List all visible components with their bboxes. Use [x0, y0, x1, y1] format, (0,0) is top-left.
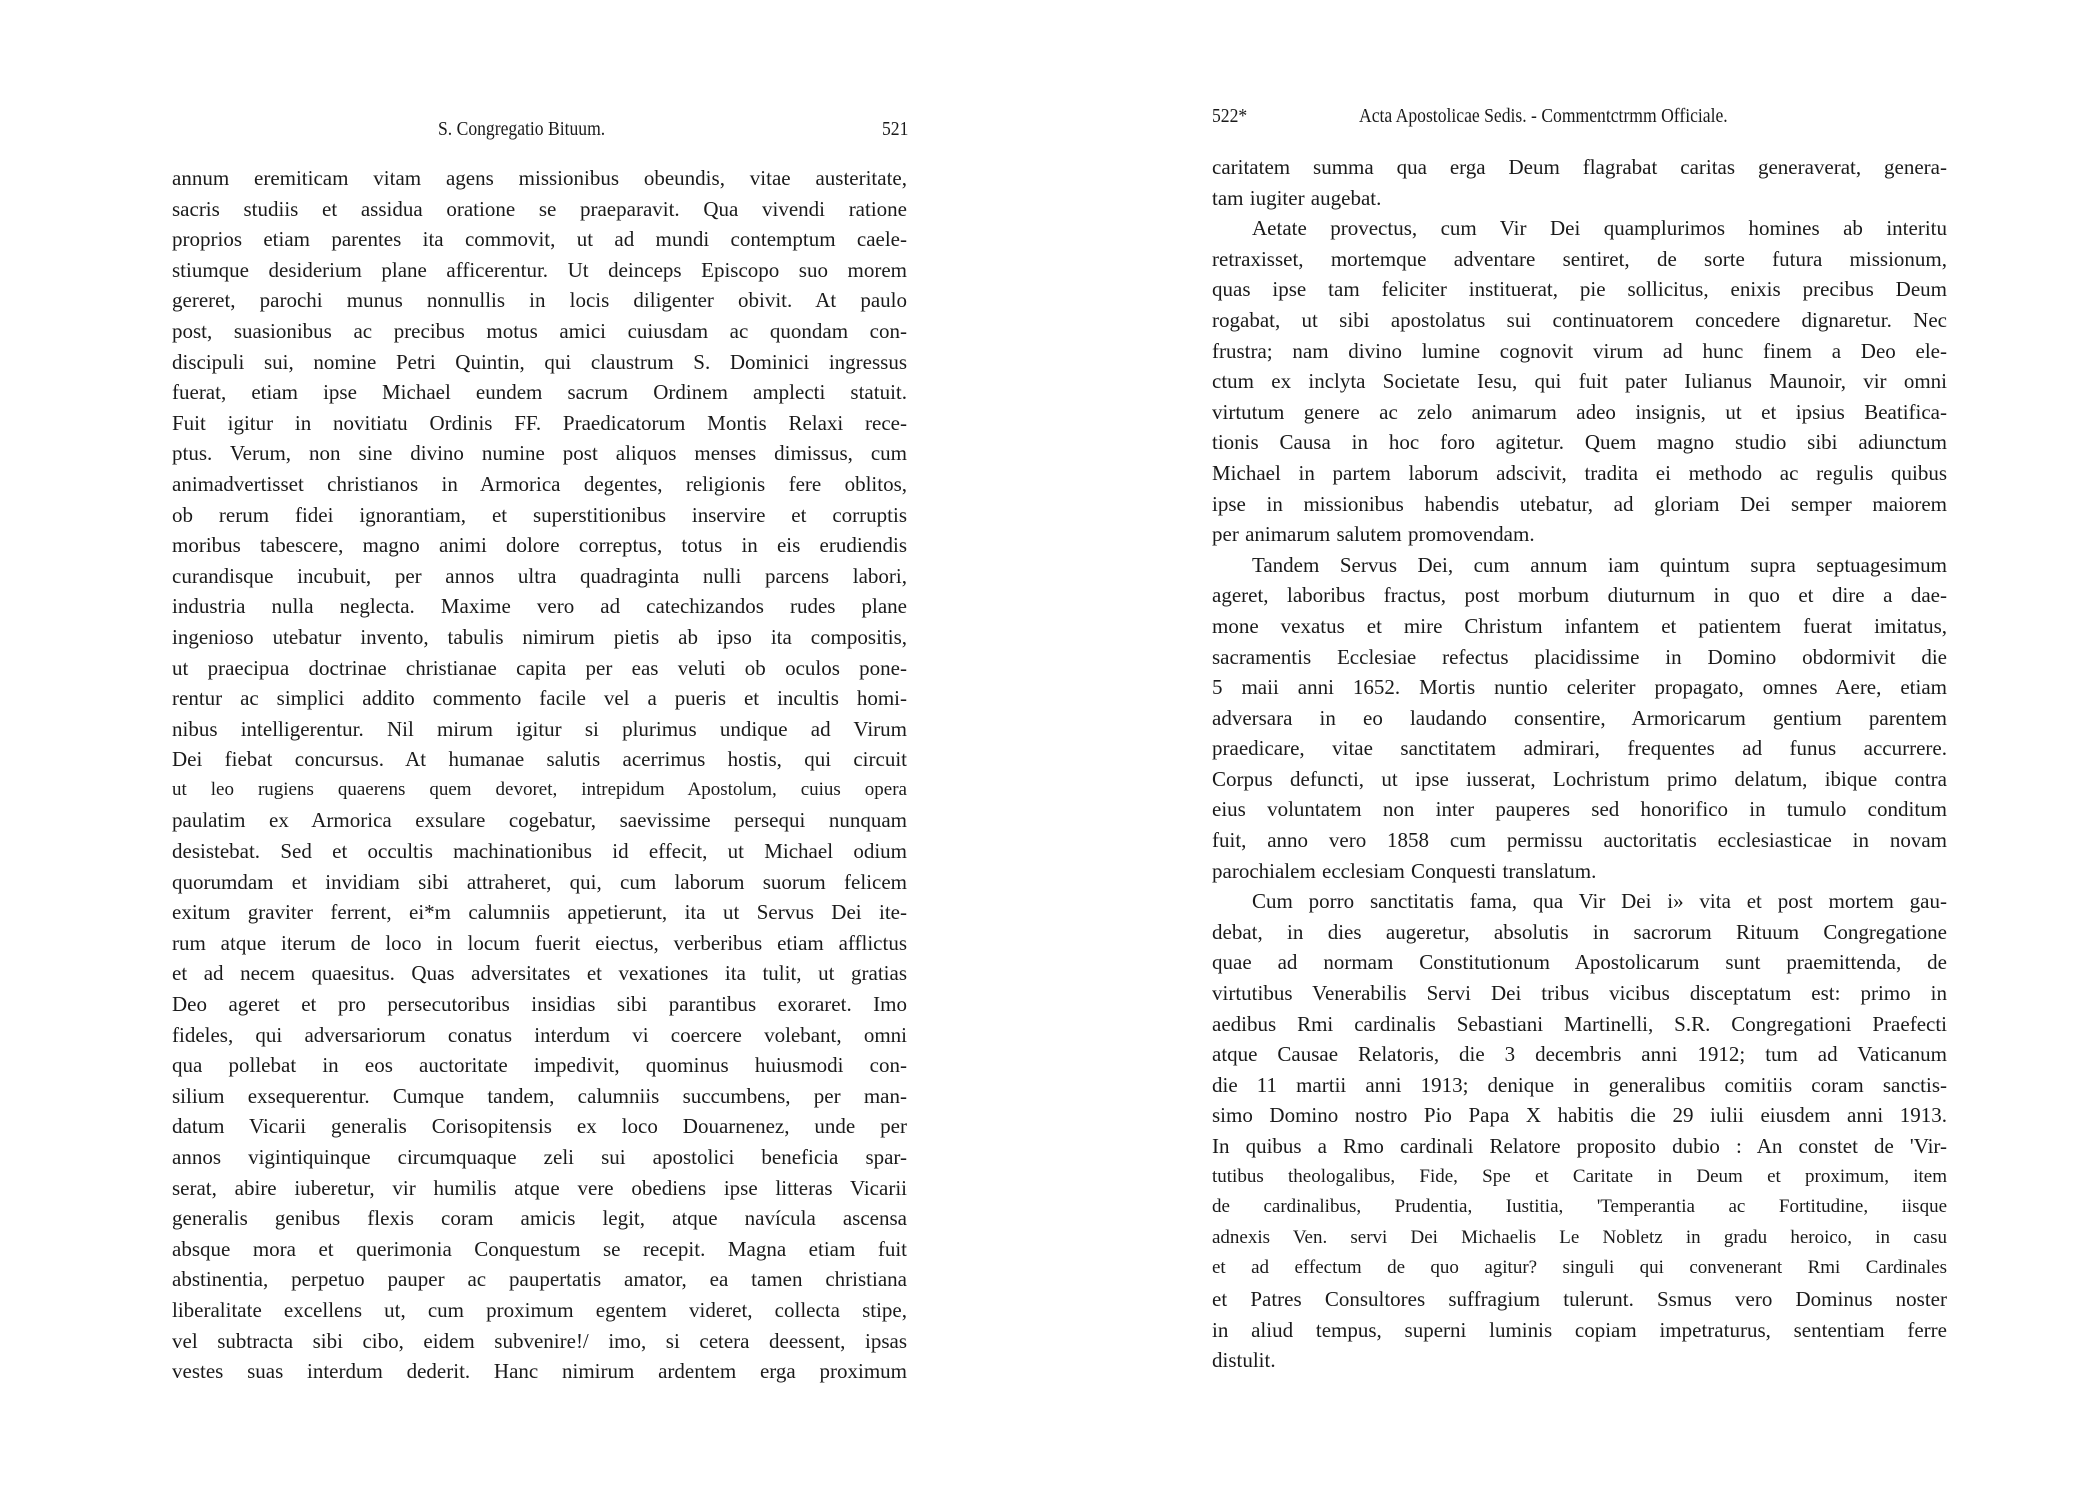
text-line: praedicare, vitae sanctitatem admirari, frequentes ad funus accurrere. [1212, 736, 1947, 761]
text-line: ut praecipua doctrinae christianae capita per eas veluti ob oculos pone- [172, 655, 907, 680]
page-number: 521 [882, 118, 909, 140]
text-line: moribus tabescere, magno animi dolore correptus, totus in eis erudiendis [172, 533, 907, 558]
text-line: sacris studiis et assidua oratione se praeparavit. Qua vivendi ratione [172, 196, 907, 221]
text-line: animadvertisset christianos in Armorica degentes, religionis fere oblitos, [172, 471, 907, 496]
running-head: Acta Apostolicae Sedis. - Commentctrmm Officiale. [1359, 105, 1728, 127]
text-line: simo Domino nostro Pio Papa X habitis die 29 iulii eiusdem anni 1913. [1212, 1103, 1947, 1128]
text-line: virtutum genere ac zelo animarum adeo insignis, ut et ipsius Beatifica- [1212, 399, 1947, 424]
text-line: eius voluntatem non inter pauperes sed honorifico in tumulo conditum [1212, 797, 1947, 822]
text-line: desistebat. Sed et occultis machinationibus id effecit, ut Michael odium [172, 839, 907, 864]
text-line: fideles, qui adversariorum conatus interdum vi coercere volebant, omni [172, 1022, 907, 1047]
text-line: datum Vicarii generalis Corisopitensis ex loco Douarnenez, unde per [172, 1114, 907, 1139]
text-line: ageret, laboribus fractus, post morbum diuturnum in quo et dire a dae- [1212, 583, 1947, 608]
text-line: in aliud tempus, superni luminis copiam impetraturus, sententiam ferre [1212, 1317, 1947, 1342]
text-line: quae ad normam Constitutionum Apostolicarum sunt praemittenda, de [1212, 950, 1947, 975]
text-line: fuerat, etiam ipse Michael eundem sacrum Ordinem amplecti statuit. [172, 380, 907, 405]
text-line: ut leo rugiens quaerens quem devoret, intrepidum Apostolum, cuius opera [172, 778, 907, 800]
text-line: atque Causae Relatoris, die 3 decembris anni 1912; tum ad Vaticanum [1212, 1042, 1947, 1067]
text-line: 5 maii anni 1652. Mortis nuntio celeriter propagato, omnes Aere, etiam [1212, 675, 1947, 700]
text-line: silium exsequerentur. Cumque tandem, calumniis succumbens, per man- [172, 1083, 907, 1108]
text-line: adnexis Ven. servi Dei Michaelis Le Nobletz in gradu heroico, in casu [1212, 1226, 1947, 1248]
page-number: 522* [1212, 105, 1248, 127]
text-line: et ad necem quaesitus. Quas adversitates et vexationes ita tulit, ut gratias [172, 961, 907, 986]
running-head: S. Congregatio Bituum. [438, 118, 606, 140]
text-line: ipse in missionibus habendis utebatur, ad gloriam Dei semper maiorem [1212, 491, 1947, 516]
text-line: fuit, anno vero 1858 cum permissu auctoritatis ecclesiasticae in novam [1212, 828, 1947, 853]
text-line: ob rerum fidei ignorantiam, et superstitionibus inservire et corruptis [172, 502, 907, 527]
text-line: generalis genibus flexis coram amicis legit, atque navícula ascensa [172, 1206, 907, 1231]
text-line: In quibus a Rmo cardinali Relatore proposito dubio : An constet de 'Vir- [1212, 1134, 1947, 1158]
text-line: gereret, parochi munus nonnullis in locis diligenter obivit. At paulo [172, 288, 907, 313]
text-line: rentur ac simplici addito commento facile vel a pueris et incultis homi- [172, 686, 907, 711]
text-line: adversara in eo laudando consentire, Armoricarum gentium parentem [1212, 705, 1947, 730]
text-line: post, suasionibus ac precibus motus amici cuiusdam ac quondam con- [172, 318, 907, 343]
text-line: et ad effectum de quo agitur? singuli qui convenerant Rmi Cardinales [1212, 1257, 1947, 1279]
text-line: Cum porro sanctitatis fama, qua Vir Dei i» vita et post mortem gau- [1252, 889, 1947, 914]
text-line: Aetate provectus, cum Vir Dei quamplurimos homines ab interitu [1252, 216, 1947, 241]
text-line: stiumque desiderium plane afficerentur. Ut deinceps Episcopo suo morem [172, 257, 907, 282]
text-line: Deo ageret et pro persecutoribus insidias sibi parantibus exoraret. Imo [172, 992, 907, 1017]
text-line: virtutibus Venerabilis Servi Dei tribus vicibus disceptatum est: primo in [1212, 981, 1947, 1006]
text-line: caritatem summa qua erga Deum flagrabat caritas generaverat, genera- [1212, 155, 1947, 179]
text-line: retraxisset, mortemque adventare sentiret, de sorte futura missionum, [1212, 246, 1947, 271]
text-line: ptus. Verum, non sine divino numine post aliquos menses dimissus, cum [172, 441, 907, 466]
text-line: debat, in dies augeretur, absolutis in sacrorum Rituum Congregatione [1212, 919, 1947, 944]
text-line: mone vexatus et mire Christum infantem et patientem fuerat imitatus, [1212, 613, 1947, 638]
text-line: tam iugiter augebat. [1212, 185, 1382, 210]
text-line: de cardinalibus, Prudentia, Iustitia, 'Temperantia ac Fortitudine, iisque [1212, 1196, 1947, 1218]
text-line: abstinentia, perpetuo pauper ac paupertatis amator, ea tamen christiana [172, 1267, 907, 1292]
text-line: ctum ex inclyta Societate Iesu, qui fuit pater Iulianus Maunoir, vir omni [1212, 369, 1947, 394]
page-body [1212, 152, 1947, 1376]
text-line: qua pollebat in eos auctoritate impedivit, quominus huiusmodi con- [172, 1053, 907, 1078]
text-line: vestes suas interdum dederit. Hanc nimirum ardentem erga proximum [172, 1359, 907, 1384]
text-line: serat, abire iuberetur, vir humilis atque vere obediens ipse litteras Vicarii [172, 1175, 907, 1200]
text-line: et Patres Consultores suffragium tulerunt. Ssmus vero Dominus noster [1212, 1286, 1947, 1311]
text-line: rum atque iterum de loco in locum fuerit eiectus, verberibus etiam afflictus [172, 930, 907, 955]
text-line: rogabat, ut sibi apostolatus sui continuatorem concedere dignaretur. Nec [1212, 307, 1947, 332]
text-line: exitum graviter ferrent, ei*m calumniis appetierunt, ita ut Servus Dei ite- [172, 900, 907, 925]
text-line: industria nulla neglecta. Maxime vero ad catechizandos rudes plane [172, 594, 907, 619]
text-line: parochialem ecclesiam Conquesti translatum. [1212, 858, 1597, 883]
page-right [1039, 0, 2078, 1500]
text-line: proprios etiam parentes ita commovit, ut ad mundi contemptum caele- [172, 227, 907, 252]
text-line: distulit. [1212, 1348, 1276, 1373]
text-line: curandisque incubuit, per annos ultra quadraginta nulli parcens labori, [172, 563, 907, 588]
page-body [172, 163, 907, 1387]
text-line: frustra; nam divino lumine cognovit virum ad hunc finem a Deo ele- [1212, 338, 1947, 363]
text-line: Fuit igitur in novitiatu Ordinis FF. Praedicatorum Montis Relaxi rece- [172, 410, 907, 435]
text-line: annos vigintiquinque circumquaque zeli sui apostolici beneficia spar- [172, 1145, 907, 1169]
text-line: absque mora et querimonia Conquestum se recepit. Magna etiam fuit [172, 1236, 907, 1261]
text-line: per animarum salutem promovendam. [1212, 522, 1535, 547]
text-line: tionis Causa in hoc foro agitetur. Quem magno studio sibi adiunctum [1212, 430, 1947, 455]
text-line: Michael in partem laborum adscivit, tradita ei methodo ac regulis quibus [1212, 460, 1947, 485]
text-line: paulatim ex Armorica exsulare cogebatur, saevissime persequi nunquam [172, 808, 907, 833]
text-line: aedibus Rmi cardinalis Sebastiani Martinelli, S.R. Congregationi Praefecti [1212, 1011, 1947, 1036]
text-line: die 11 martii anni 1913; denique in generalibus comitiis coram sanctis- [1212, 1072, 1947, 1097]
text-line: Tandem Servus Dei, cum annum iam quintum supra septuagesimum [1252, 552, 1947, 577]
text-line: sacramentis Ecclesiae refectus placidissime in Domino obdormivit die [1212, 644, 1947, 669]
text-line: Corpus defuncti, ut ipse iusserat, Lochristum primo delatum, ibique contra [1212, 766, 1947, 791]
text-line: liberalitate excellens ut, cum proximum egentem videret, collecta stipe, [172, 1297, 907, 1322]
text-line: nibus intelligerentur. Nil mirum igitur si plurimus undique ad Virum [172, 716, 907, 741]
text-line: annum eremiticam vitam agens missionibus obeundis, vitae austeritate, [172, 166, 907, 190]
text-line: quas ipse tam feliciter instituerat, pie sollicitus, enixis precibus Deum [1212, 277, 1947, 302]
text-line: vel subtracta sibi cibo, eidem subvenire!/ imo, si cetera deessent, ipsas [172, 1328, 907, 1353]
text-line: quorumdam et invidiam sibi attraheret, qui, cum laborum suorum felicem [172, 869, 907, 894]
text-line: discipuli sui, nomine Petri Quintin, qui claustrum S. Dominici ingressus [172, 349, 907, 374]
text-line: ingenioso utebatur invento, tabulis nimirum pietis ab ipso ita compositis, [172, 624, 907, 649]
text-line: tutibus theologalibus, Fide, Spe et Caritate in Deum et proximum, item [1212, 1165, 1947, 1187]
text-line: Dei fiebat concursus. At humanae salutis acerrimus hostis, qui circuit [172, 747, 907, 772]
